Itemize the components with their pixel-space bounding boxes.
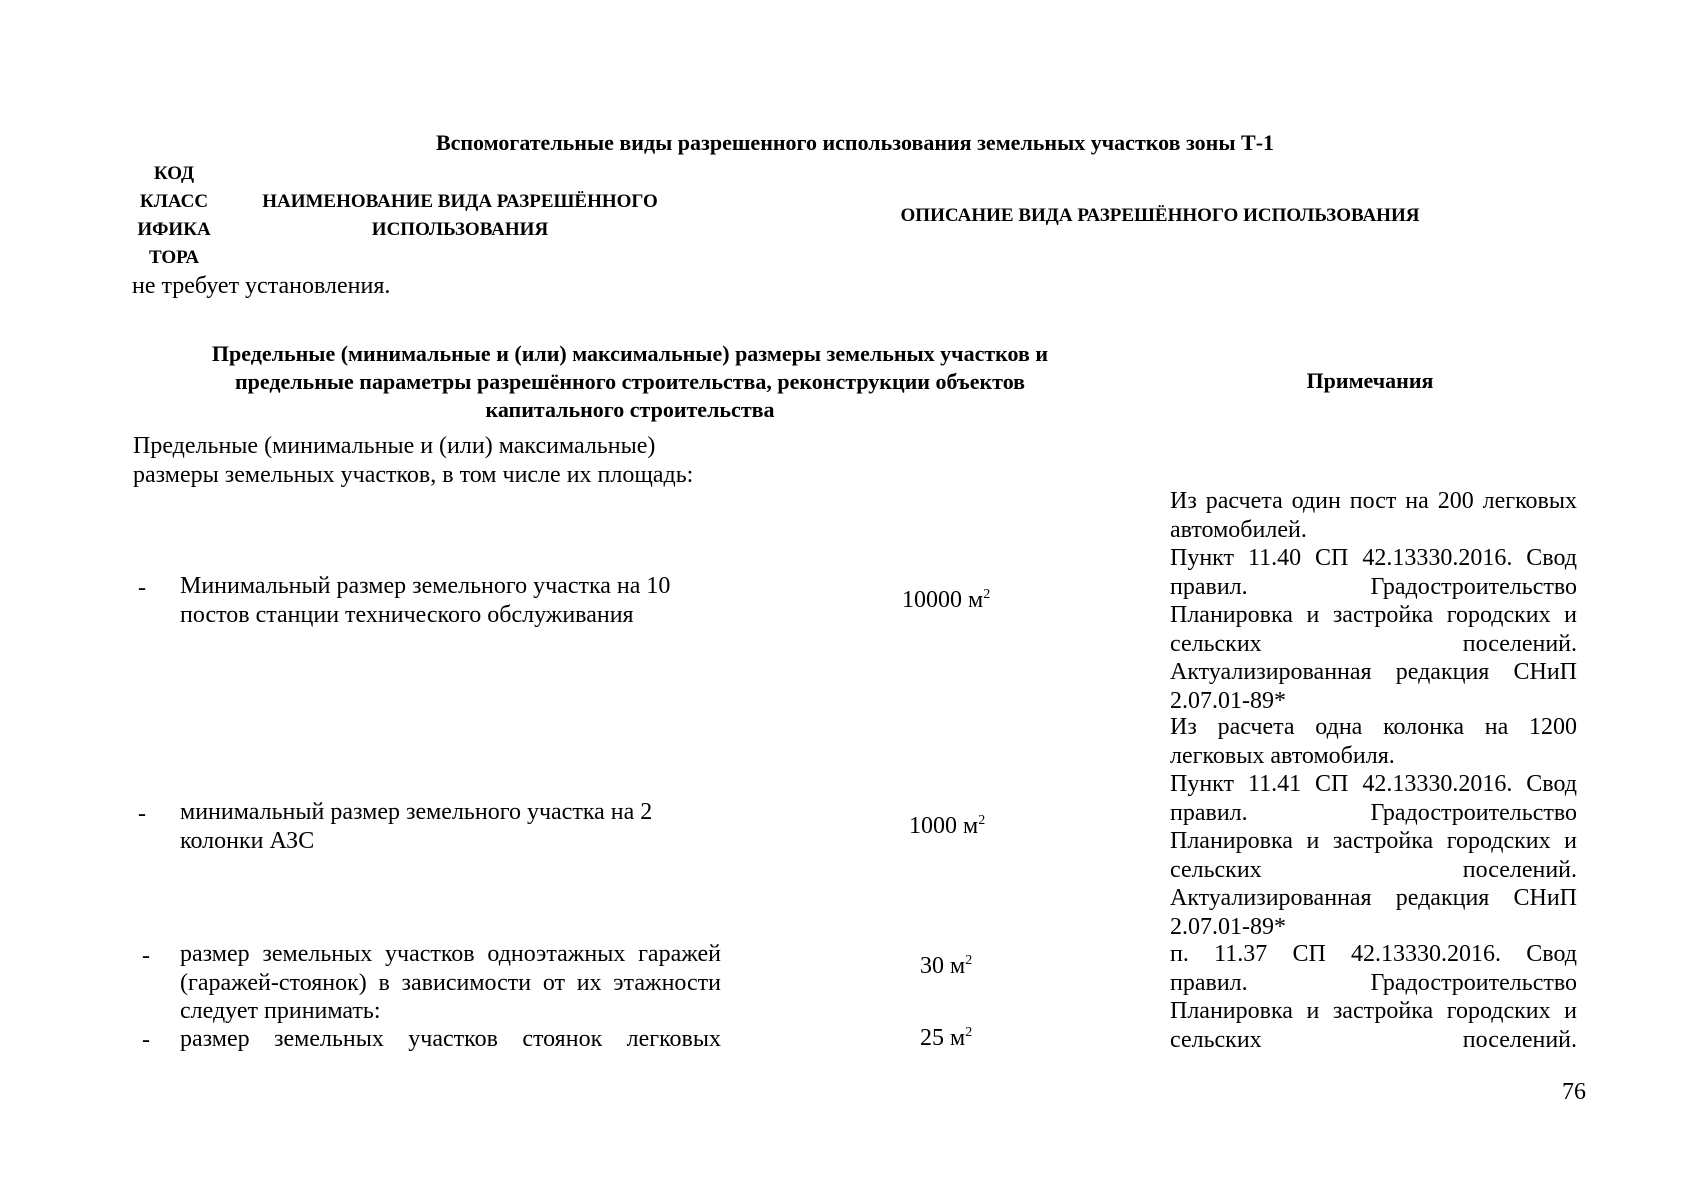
row-note-line: автомобилей.: [1170, 516, 1307, 543]
row-value-unit-sup: 2: [965, 953, 973, 968]
row-value-text: 25 м: [920, 1025, 966, 1051]
row-description-line: следует принимать:: [180, 998, 381, 1024]
row-description-line: постов станции технического обслуживания: [180, 601, 634, 628]
row-notes: [1170, 487, 1577, 715]
row-note-line: 2.07.01-89*: [1170, 687, 1286, 714]
row-note-line: п. 11.37 СП 42.13330.2016. Свод: [1170, 941, 1577, 967]
row-dash: -: [142, 1027, 150, 1053]
intro-text: [133, 432, 693, 489]
row-notes: [1170, 713, 1577, 941]
row-value-text: 10000 м: [902, 587, 984, 613]
row-description: [180, 572, 720, 629]
header-name-line: НАИМЕНОВАНИЕ ВИДА РАЗРЕШЁННОГО: [262, 191, 658, 212]
row-note-line: Актуализированная редакция СНиП: [1170, 885, 1577, 911]
intro-line: размеры земельных участков, в том числе их площадь:: [133, 461, 694, 488]
row-note-line: Из расчета один пост на 200 легковых: [1170, 488, 1577, 514]
row-note-line: легковых автомобиля.: [1170, 742, 1395, 769]
header-code-column: [130, 160, 218, 272]
intro-line: Предельные (минимальные и (или) максимальные): [133, 433, 656, 459]
row-note-line: Актуализированная редакция СНиП: [1170, 659, 1577, 685]
row-note-line: сельских поселений.: [1170, 630, 1577, 657]
row-note-line: сельских поселений.: [1170, 856, 1577, 883]
row-note-line: Из расчета одна колонка на 1200: [1170, 714, 1577, 740]
row-description-line: Минимальный размер земельного участка на 10: [180, 573, 671, 599]
row-value: [902, 586, 990, 615]
row-description: [180, 1025, 721, 1054]
page-title: Вспомогательные виды разрешенного использования земельных участков зоны Т-1: [435, 130, 1275, 155]
row-note-line: правил. Градостроительство: [1170, 969, 1577, 996]
row-note-line: сельских поселений.: [1170, 1026, 1577, 1053]
row-note-line: правил. Градостроительство: [1170, 573, 1577, 600]
row-description: [180, 798, 720, 855]
row-note-line: Пункт 11.41 СП 42.13330.2016. Свод: [1170, 771, 1577, 797]
header-code-line: ИФИКА: [137, 219, 211, 240]
row-value-unit-sup: 2: [965, 1025, 973, 1040]
row-note-line: Пункт 11.40 СП 42.13330.2016. Свод: [1170, 545, 1577, 571]
row-note-line: Планировка и застройка городских и: [1170, 828, 1577, 854]
row-note-line: Планировка и застройка городских и: [1170, 998, 1577, 1024]
row-dash: -: [138, 575, 146, 601]
params-header-line: Предельные (минимальные и (или) максимальные) размеры земельных участков и: [211, 341, 1049, 366]
row-description-line: минимальный размер земельного участка на 2: [180, 799, 653, 825]
params-header-left: [150, 340, 1110, 424]
header-code-line: ТОРА: [148, 247, 200, 268]
row-value-unit-sup: 2: [978, 813, 986, 828]
row-note-line: 2.07.01-89*: [1170, 913, 1286, 940]
header-code-line: КОД: [153, 163, 195, 184]
row-dash: -: [138, 801, 146, 827]
row-value: [920, 1024, 972, 1053]
header-name-line: ИСПОЛЬЗОВАНИЯ: [371, 219, 549, 240]
page-number: 76: [1562, 1079, 1586, 1105]
params-header-line: капитального строительства: [485, 397, 775, 422]
row-value-text: 1000 м: [909, 813, 979, 839]
header-code-line: КЛАСС: [139, 191, 209, 212]
row-notes: [1170, 940, 1577, 1054]
row-description-line: колонки АЗС: [180, 827, 315, 854]
row-description: [180, 940, 721, 1026]
row-value: [920, 952, 972, 981]
row-value-text: 30 м: [920, 953, 966, 979]
row-description-line: размер земельных участков стоянок легковых: [180, 1026, 721, 1052]
row-description-line: размер земельных участков одноэтажных гаражей: [180, 941, 721, 967]
params-header-notes: Примечания: [1306, 368, 1434, 393]
row-dash: -: [142, 943, 150, 969]
header-description-column: ОПИСАНИЕ ВИДА РАЗРЕШЁННОГО ИСПОЛЬЗОВАНИЯ: [900, 205, 1420, 226]
row-value-unit-sup: 2: [983, 587, 991, 602]
row-description-line: (гаражей-стоянок) в зависимости от их этажности: [180, 969, 721, 996]
params-header-line: предельные параметры разрешённого строительства, реконструкции объектов: [234, 369, 1026, 394]
row-note-line: правил. Градостроительство: [1170, 799, 1577, 826]
continuation-text: не требует установления.: [132, 273, 391, 299]
header-name-column: [250, 188, 670, 244]
row-note-line: Планировка и застройка городских и: [1170, 602, 1577, 628]
row-value: [909, 812, 985, 841]
